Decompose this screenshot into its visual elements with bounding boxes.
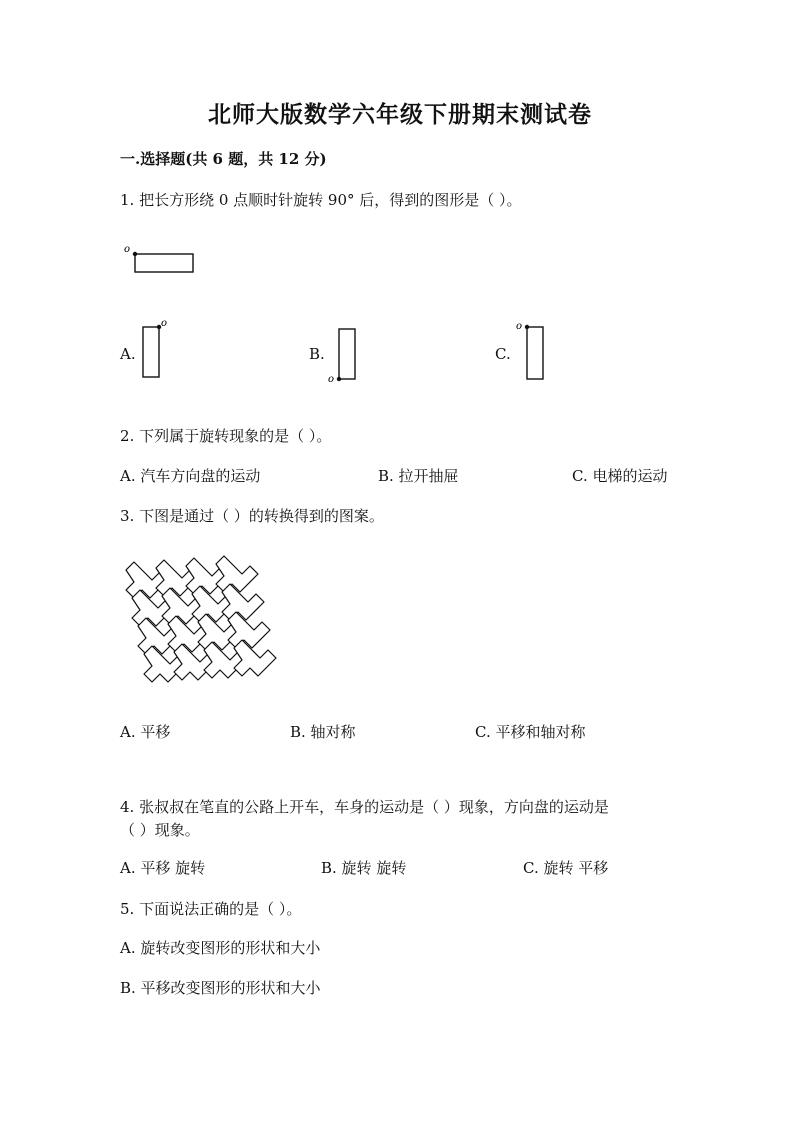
page-title: 北师大版数学六年级下册期末测试卷 xyxy=(208,101,592,128)
option-c-figure xyxy=(514,316,554,382)
question-2-option-c: C. 电梯的运动 xyxy=(572,467,668,485)
pattern-tile xyxy=(216,556,258,592)
section-heading: 一.选择题(共 6 题，共 12 分) xyxy=(120,150,327,168)
question-2-option-a: A. 汽车方向盘的运动 xyxy=(120,467,261,485)
question-4-option-c: C. 旋转 平移 xyxy=(523,859,609,877)
question-1-stem: 1. 把长方形绕 0 点顺时针旋转 90° 后，得到的图形是（ ）。 xyxy=(120,191,522,209)
svg-text:o: o xyxy=(328,374,335,385)
point-o-label: o xyxy=(124,244,131,255)
question-3-option-a: A. 平移 xyxy=(120,723,171,741)
question-2-stem: 2. 下列属于旋转现象的是（ ）。 xyxy=(120,427,332,445)
question-5-stem: 5. 下面说法正确的是（ ）。 xyxy=(120,900,302,918)
question-3-option-b: B. 轴对称 xyxy=(290,723,356,741)
svg-text:o: o xyxy=(161,318,168,329)
horizontal-rectangle xyxy=(135,254,193,272)
question-4-stem-line-2: （ ）现象。 xyxy=(120,821,200,839)
question-5-option-b: B. 平移改变图形的形状和大小 xyxy=(120,979,321,997)
question-4-option-a: A. 平移 旋转 xyxy=(120,859,206,877)
question-5-option-a: A. 旋转改变图形的形状和大小 xyxy=(120,939,321,957)
question-4-option-b: B. 旋转 旋转 xyxy=(321,859,407,877)
original-rectangle-figure xyxy=(120,240,200,280)
option-a-figure xyxy=(140,316,180,382)
question-3-option-c: C. 平移和轴对称 xyxy=(475,723,586,741)
question-2-option-b: B. 拉开抽屉 xyxy=(378,467,459,485)
question-1-option-a-label: A. xyxy=(120,345,136,363)
tessellation-pattern-figure xyxy=(118,556,268,686)
question-3-stem: 3. 下图是通过（ ）的转换得到的图案。 xyxy=(120,507,384,525)
option-b-figure xyxy=(326,326,366,386)
question-4-stem-line-1: 4. 张叔叔在笔直的公路上开车，车身的运动是（ ）现象，方向盘的运动是 xyxy=(120,798,609,816)
question-1-option-b-label: B. xyxy=(309,345,325,363)
svg-text:o: o xyxy=(516,321,523,332)
question-1-option-c-label: C. xyxy=(495,345,511,363)
